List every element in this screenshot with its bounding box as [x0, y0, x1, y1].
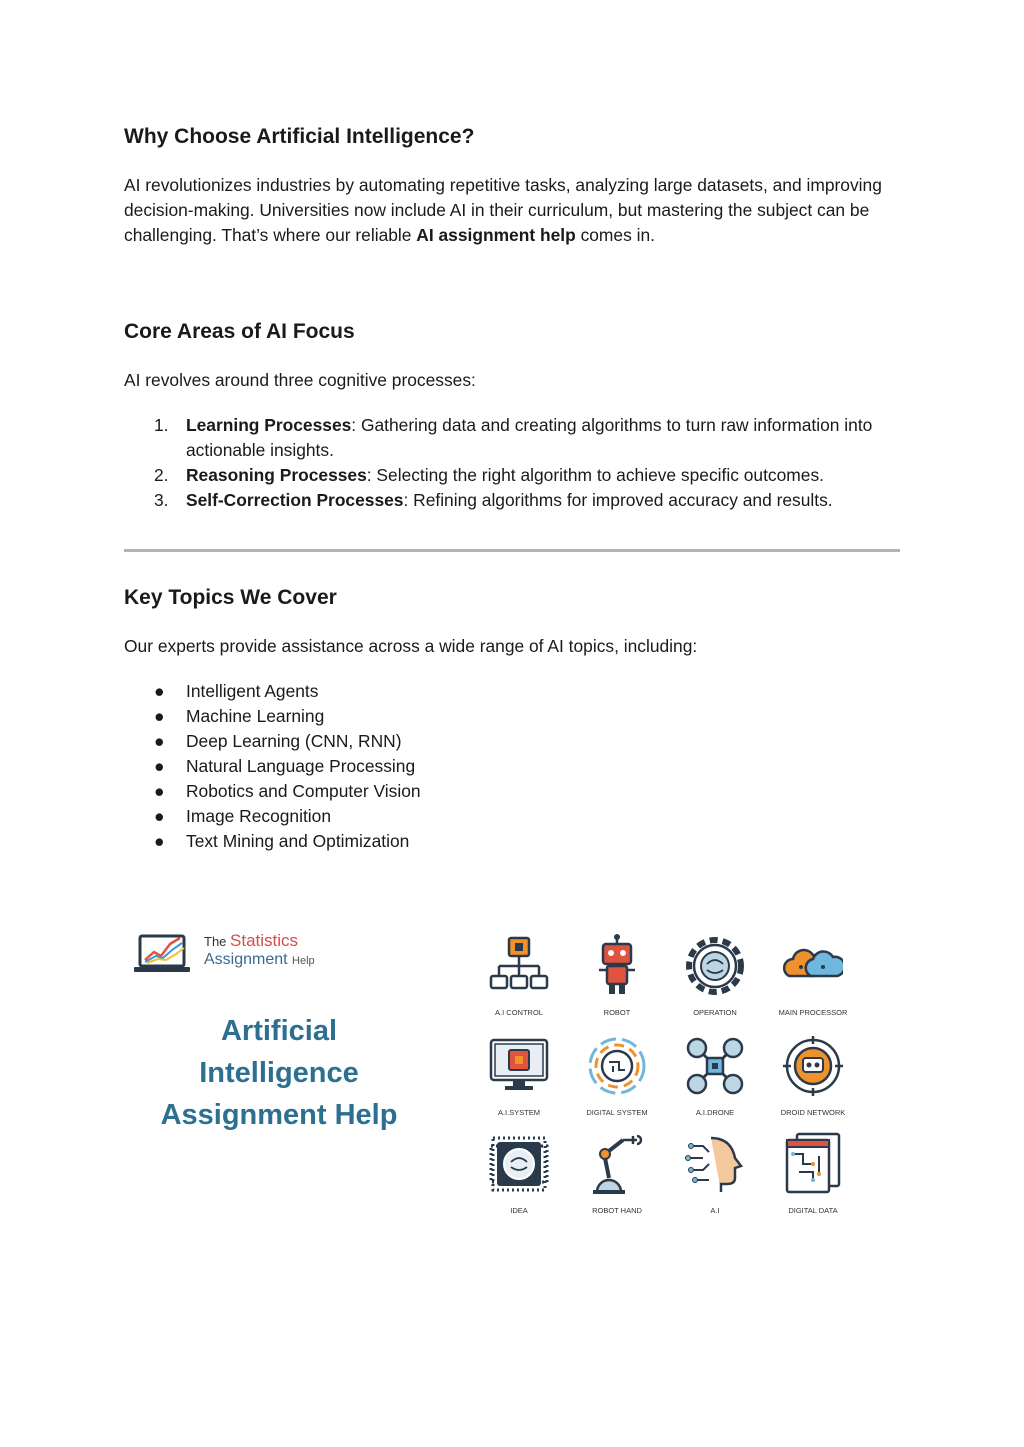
bullet-icon: ●	[154, 706, 165, 726]
list-item	[124, 729, 914, 754]
icon-caption: DIGITAL SYSTEM	[586, 1108, 648, 1117]
icon-caption: OPERATION	[693, 1008, 737, 1017]
digital-data-icon	[783, 1132, 843, 1198]
list-item	[124, 679, 914, 704]
drone-icon	[685, 1034, 745, 1100]
list-number: 3.	[154, 490, 169, 510]
ai-control-icon	[489, 934, 549, 1000]
topics-list	[124, 679, 914, 854]
monitor-chip-icon	[489, 1034, 549, 1100]
icon-tile	[666, 1034, 764, 1124]
list-item-desc: : Selecting the right algorithm to achieve specific outcomes.	[366, 465, 824, 485]
topic-label: Intelligent Agents	[186, 681, 319, 701]
brand-logo	[132, 930, 332, 980]
list-item	[124, 754, 914, 779]
brand-assignment: Assignment	[204, 951, 288, 968]
list-number: 2.	[154, 465, 169, 485]
section-heading-why-ai: Why Choose Artificial Intelligence?	[124, 125, 475, 148]
droid-target-icon	[783, 1034, 843, 1100]
icon-tile	[764, 1034, 862, 1124]
list-item-term: Self-Correction Processes	[186, 490, 404, 510]
list-number: 1.	[154, 415, 169, 435]
bullet-icon: ●	[154, 756, 165, 776]
cloud-network-icon	[783, 934, 843, 1000]
ai-head-icon	[685, 1132, 745, 1198]
icon-tile	[764, 934, 862, 1024]
icon-tile	[666, 1132, 764, 1222]
icon-caption: ROBOT	[603, 1008, 631, 1017]
bullet-icon: ●	[154, 731, 165, 751]
paragraph-bold-link: AI assignment help	[416, 225, 576, 245]
ai-icon-grid	[470, 934, 860, 1230]
core-areas-intro: AI revolves around three cognitive processes:	[124, 370, 476, 390]
icon-tile	[568, 1132, 666, 1222]
bullet-icon: ●	[154, 831, 165, 851]
chip-brain-icon	[489, 1132, 549, 1198]
list-item-desc: : Gathering data and creating algorithms to turn raw information into actionable insights.	[186, 415, 873, 460]
brand-help: Help	[292, 955, 315, 967]
gear-brain-icon	[685, 934, 745, 1000]
topic-label: Robotics and Computer Vision	[186, 781, 421, 801]
icon-tile	[470, 1132, 568, 1222]
icon-caption: MAIN PROCESSOR	[778, 1008, 848, 1017]
topic-label: Natural Language Processing	[186, 756, 416, 776]
brand-statistics: Statistics	[230, 931, 299, 950]
bullet-icon: ●	[154, 806, 165, 826]
robot-arm-icon	[587, 1132, 647, 1198]
icon-tile	[568, 934, 666, 1024]
icon-tile	[764, 1132, 862, 1222]
ai-assignment-banner	[124, 918, 864, 1228]
icon-tile	[568, 1034, 666, 1124]
list-item	[124, 488, 914, 513]
topic-label: Text Mining and Optimization	[186, 831, 410, 851]
list-item	[124, 779, 914, 804]
section-heading-key-topics: Key Topics We Cover	[124, 586, 337, 609]
paragraph-end: comes in.	[575, 225, 655, 245]
laptop-chart-icon	[132, 930, 194, 976]
digital-circle-icon	[587, 1034, 647, 1100]
icon-caption: A.I.SYSTEM	[497, 1108, 541, 1117]
icon-caption: A.I	[710, 1206, 720, 1215]
banner-title-line: Intelligence	[199, 1057, 359, 1089]
list-item-term: Learning Processes	[186, 415, 352, 435]
list-item	[124, 804, 914, 829]
process-list	[124, 413, 914, 513]
list-item	[124, 413, 914, 463]
key-topics-intro: Our experts provide assistance across a wide range of AI topics, including:	[124, 636, 698, 656]
icon-caption: A.I.DRONE	[695, 1108, 735, 1117]
list-item-term: Reasoning Processes	[186, 465, 367, 485]
icon-caption: A.I CONTROL	[495, 1008, 543, 1017]
brand-the: The	[204, 934, 227, 949]
icon-tile	[470, 1034, 568, 1124]
list-item	[124, 829, 914, 854]
banner-title-line: Artificial	[220, 1015, 338, 1047]
list-item	[124, 704, 914, 729]
topic-label: Image Recognition	[186, 806, 332, 826]
why-ai-paragraph	[124, 173, 914, 248]
horizontal-divider	[124, 549, 900, 552]
icon-caption: DROID NETWORK	[780, 1108, 846, 1117]
list-item	[124, 463, 914, 488]
robot-icon	[587, 934, 647, 1000]
icon-tile	[666, 934, 764, 1024]
icon-caption: ROBOT HAND	[592, 1206, 642, 1215]
bullet-icon: ●	[154, 681, 165, 701]
topic-label: Machine Learning	[186, 706, 325, 726]
bullet-icon: ●	[154, 781, 165, 801]
paragraph-text: AI revolutionizes industries by automating repetitive tasks, analyzing large datasets, and improving decision-making. Universities now include AI in their curriculum, but mastering the subject can be challenging. That’s where our reliable	[124, 175, 882, 245]
banner-title-line: Assignment Help	[160, 1099, 398, 1131]
icon-caption: DIGITAL DATA	[788, 1206, 838, 1215]
list-item-desc: : Refining algorithms for improved accuracy and results.	[403, 490, 833, 510]
icon-caption: IDEA	[510, 1206, 528, 1215]
topic-label: Deep Learning (CNN, RNN)	[186, 731, 402, 751]
icon-tile	[470, 934, 568, 1024]
section-heading-core-areas: Core Areas of AI Focus	[124, 320, 355, 343]
banner-title	[124, 1010, 434, 1136]
brand-name	[204, 932, 315, 970]
